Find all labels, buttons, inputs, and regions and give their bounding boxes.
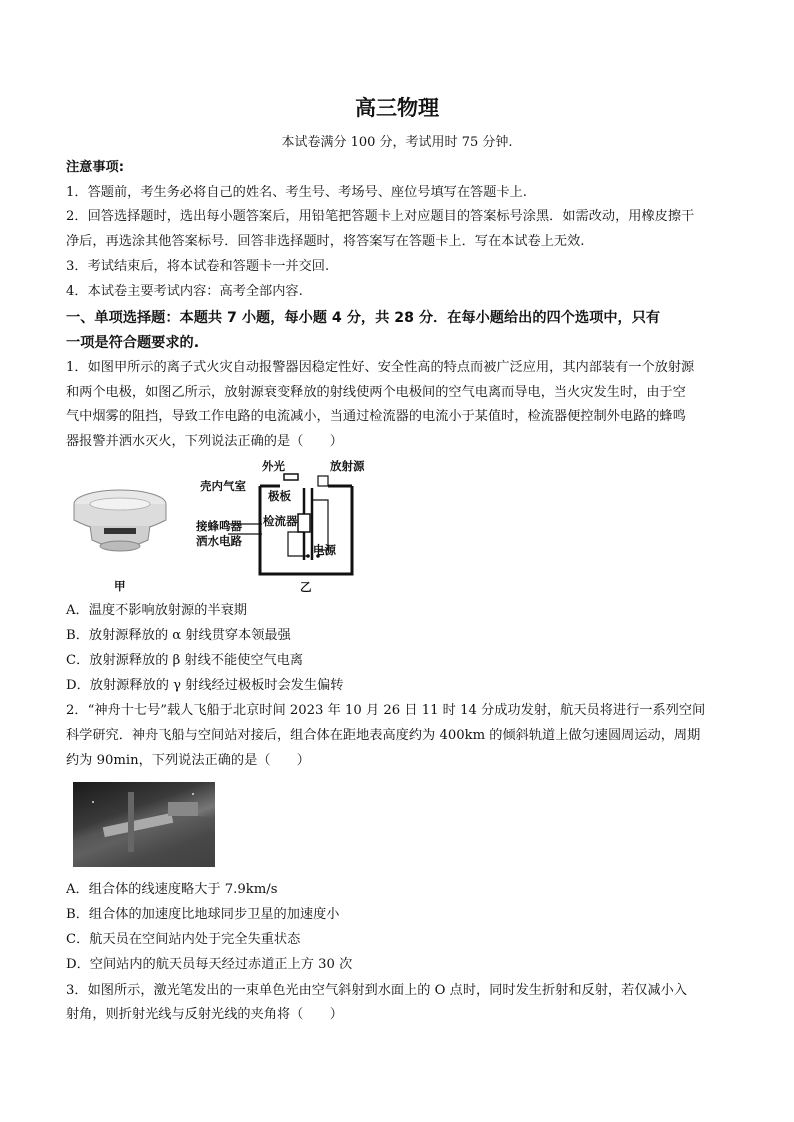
- q2-option-d: D．空间站内的航天员每天经过赤道正上方 30 次: [66, 957, 353, 972]
- space-station-photo: [73, 782, 215, 867]
- q2-option-b: B．组合体的加速度比地球同步卫星的加速度小: [66, 907, 340, 922]
- q1-option-a: A．温度不影响放射源的半衰期: [66, 603, 247, 618]
- q1-option-b: B．放射源释放的 α 射线贯穿本领最强: [66, 628, 291, 643]
- notice-heading: 注意事项:: [66, 160, 125, 175]
- section-heading: 一、单项选择题：本题共 7 小题，每小题 4 分，共 28 分．在每小题给出的四个选项中，只有: [66, 310, 661, 326]
- q1-stem: 1．如图甲所示的离子式火灾自动报警器因稳定性好、安全性高的特点而被广泛应用，其内部装有一个放射源: [66, 360, 695, 375]
- notice-item: 3．考试结束后，将本试卷和答题卡一并交回.: [66, 259, 330, 274]
- sprinkler-label: 洒水电路: [196, 534, 242, 548]
- q2-stem: 科学研究．神舟飞船与空间站对接后，组合体在距地表高度约为 400km 的倾斜轨道上做匀速圆周运动，周期: [66, 728, 701, 743]
- q2-option-a: A．组合体的线速度略大于 7.9km/s: [66, 882, 278, 897]
- q2-stem: 2．“神舟十七号”载人飞船于北京时间 2023 年 10 月 26 日 11 时 14 分成功发射，航天员将进行一系列空间: [66, 703, 706, 718]
- figure-yi-label: 乙: [300, 580, 312, 594]
- figure-jia-label: 甲: [114, 579, 126, 593]
- page-title: 高三物理: [355, 96, 439, 120]
- radiation-source-label: 放射源: [330, 459, 365, 473]
- galvanometer-label: 检流器: [263, 514, 298, 528]
- outer-light-label: 外光: [262, 459, 285, 473]
- space-station-image: [73, 782, 215, 867]
- section-heading-cont: 一项是符合题要求的.: [66, 335, 200, 351]
- air-chamber-label: 壳内气室: [200, 479, 246, 493]
- q2-option-c: C．航天员在空间站内处于完全失重状态: [66, 932, 301, 947]
- plate-label: 极板: [268, 489, 291, 503]
- q1-stem: 器报警并洒水灭火，下列说法正确的是（ ）: [66, 434, 343, 449]
- q1-option-d: D．放射源释放的 γ 射线经过极板时会发生偏转: [66, 678, 344, 693]
- notice-item: 4．本试卷主要考试内容：高考全部内容.: [66, 284, 303, 299]
- q2-stem: 约为 90min，下列说法正确的是（ ）: [66, 753, 310, 768]
- notice-item: 净后，再选涂其他答案标号．回答非选择题时，将答案写在答题卡上．写在本试卷上无效.: [66, 234, 585, 249]
- smoke-detector-figure: [70, 482, 170, 562]
- buzzer-label: 接蜂鸣器: [196, 519, 242, 533]
- q1-stem: 和两个电极，如图乙所示，放射源衰变释放的射线使两个电极间的空气电离而导电，当火灾发生时，由于空: [66, 385, 686, 400]
- q3-stem: 3．如图所示，激光笔发出的一束单色光由空气斜射到水面上的 O 点时，同时发生折射和反射，若仅减小入: [66, 983, 688, 998]
- q1-stem: 气中烟雾的阻挡，导致工作电路的电流减小，当通过检流器的电流小于某值时，检流器便控制外电路的蜂鸣: [66, 409, 686, 424]
- notice-item: 2．回答选择题时，选出每小题答案后，用铅笔把答题卡上对应题目的答案标号涂黑．如需改动，用橡皮擦干: [66, 209, 695, 224]
- exam-subtitle: 本试卷满分 100 分，考试用时 75 分钟.: [281, 135, 513, 150]
- q3-stem: 射角，则折射光线与反射光线的夹角将（ ）: [66, 1007, 343, 1022]
- power-label: 电源: [313, 543, 336, 557]
- q1-option-c: C．放射源释放的 β 射线不能使空气电离: [66, 653, 304, 668]
- notice-item: 1．答题前，考生务必将自己的姓名、考生号、考场号、座位号填写在答题卡上.: [66, 185, 527, 200]
